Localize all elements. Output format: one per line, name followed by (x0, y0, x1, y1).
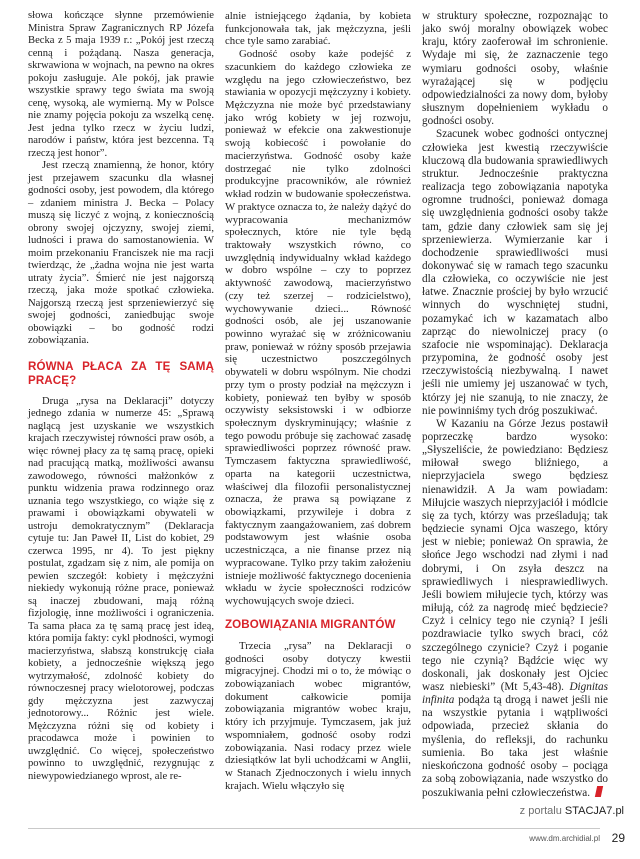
paragraph: Szacunek wobec godności ontycznej człowieka jest kwestią rzeczywiście kluczową dla budowania sprawiedliwych struktur. Jednocześnie praktyczna realizacja tego zobowiązania napotyka ogromne trudności, ponieważ domaga się uwzględnienia godności osoby także tam, gdzie dany człowiek sam się jej sprzeniewierza. Wymierzanie kar i dochodzenie sprawiedliwości musi dokonywać się w ramach tego szacunku dla człowieka, co oczywiście nie jest łatwe. Znacznie prościej by było wrzucić winnych do wyschniętej studni, pozamykać ich w kazamatach albo zaprząc do niewolniczej pracy (o szafocie nie wspominając). Deklaracja przypomina, że godność osoby jest rzeczywistością niezbywalną. I nawet jeśli nie umiemy jej uszanować w tych, którzy jej nie szanują, to nie znaczy, że nie powinniśmy tych dróg poszukiwać. (422, 128, 608, 417)
paragraph-text: W Kazaniu na Górze Jezus postawił poprzeczkę bardzo wysoko: „Słyszeliście, że powiedziano: Będziesz miłował swego bliźniego, a nieprzyjaciela swego będziesz nienawidził. A Ja wam powiadam: Miłujcie waszych nieprzyjaciół i módlcie się za tych, którzy was prześladują; tak będziecie synami Ojca waszego, który jest w niebie; ponieważ On sprawia, że słońce Jego wschodzi nad złymi i nad dobrymi, i On zsyła deszcz na sprawiedliwych i niesprawiedliwych. Jeśli bowiem miłujecie tych, którzy was miłują, cóż za nagrodę mieć będziecie? Czyż i celnicy tego nie czynią? I jeśli pozdrawiacie tylko swych braci, cóż szczególnego czynicie? Czyż i poganie tego nie czynią? Bądźcie więc wy doskonali, jak doskonały jest Ojciec wasz niebieski” (Mt 5,43-48). (422, 417, 608, 693)
section-heading-migrants: ZOBOWIĄZANIA MIGRANTÓW (225, 617, 396, 631)
paragraph: słowa kończące słynne przemówienie Ministra Spraw Zagranicznych RP Józefa Becka z 5 maja 1939 r.: „Pokój jest rzeczą cenną i pożądaną. Nasza generacja, skrwawiona w wojnach, na pewno na okres pokoju zasługuje. Ale pokój, jak prawie wszystkie sprawy tego świata ma swoją cenę, wysoką, ale wymierną. My w Polsce nie znamy pojęcia pokoju za wszelką cenę. Jest jedna tylko rzecz w życiu ludzi, narodów i państw, która jest bezcenna. Tą rzeczą jest honor”. (28, 10, 214, 159)
section-heading-equal-pay: RÓWNA PŁACA ZA TĘ SAMĄ PRACĘ? (28, 359, 214, 387)
paragraph-final (422, 418, 608, 801)
paragraph: Druga „rysa na Deklaracji” dotyczy jednego zdania w numerze 45: „Sprawą naglącą jest uzyskanie we wszystkich krajach rzeczywistej równości praw osób, a więc równej płacy za tę samą pracę, opieki nad pracującą matką, możliwości awansu zawodowego, równości małżonków z punktu widzenia prawa rodzinnego oraz uznania tego wszystkiego, co wiąże się z prawami i obowiązkami obywateli w ustroju demokratycznym” (Deklaracja cytuje tu: Jan Paweł II, List do kobiet, 29 czerwca 1995, nr 4). To jest piękny postulat, zgadzam się z nim, ale pomija on pewien szczegół: kobiety i mężczyźni niekiedy wykonują różne prace, ponieważ są inaczej zbudowani, mają różną fizjologię, inne możliwości i ograniczenia. Ta sama płaca za tę samą pracę jest ideą, która pomija fakty: cykl płodności, wymogi macierzyństwa, słabszą konstrukcję ciała kobiety, a jednocześnie większą jego wytrzymałość, zdolność kobiety do równoczesnej pracy wielotorowej, podczas gdy mężczyzna jest zazwyczaj jednotorowy... Różnic jest wiele. Mężczyzna różni się od kobiety i pracodawca może i powinien to uwzględnić. Co więcej, społeczeństwo powinno to uwzględnić, rezygnując z niewypowiedzianego wprost, ale re- (28, 395, 214, 782)
article-column-2 (225, 10, 411, 792)
article-column-1 (28, 10, 214, 783)
paragraph: Jest rzeczą znamienną, że honor, który jest przejawem szacunku dla własnej godności osoby, jest powodem, dla którego – zdaniem ministra J. Becka – Polacy muszą się liczyć z wojną, z koniecznością obrony swojej ojczyzny, swojej ziemi, ludności i prawa do samostanowienia. W moim przekonaniu Franciszek nie ma racji twierdząc, że „żadna wojna nie jest warta utraty życia”. Śmierć nie jest najgorszą rzeczą, jaka może spotkać człowieka. Najgorszą rzeczą jest sprzeniewierzyć się swojej godności, zaniedbując swoje obowiązki – bo godność rodzi zobowiązania. (28, 160, 214, 346)
source-lead: z portalu (519, 805, 565, 817)
document-title-italic: Dignitas infinita (422, 680, 608, 707)
footer-divider (28, 828, 600, 829)
footer-url[interactable]: www.dm.archidial.pl (529, 834, 600, 843)
article-column-3 (422, 10, 608, 800)
paragraph: Trzecia „rysa” na Deklaracji o godności osoby dotyczy kwestii migracyjnej. Chodzi mi o to, że mówiąc o zobowiązaniach wobec migrantów, dokument całkowicie pomija zobowiązania migrantów wobec kraju, który ich przyjmuje. Tymczasem, jak już wspomniałem, godność osoby rodzi zobowiązania. Nasi rodacy przez wiele dziesiątków lat byli uchodźcami w Anglii, w Stanach Zjednoczonych i wielu innych krajach. Wielu włączyło się (225, 639, 411, 792)
paragraph: Godność osoby każe podejść z szacunkiem do każdego człowieka ze względu na jego człowieczeństwo, bez stawiania w opozycji mężczyzny i kobiety. Mężczyzna nie może być przedstawiany jako wróg kobiety w jej rozwoju, ponieważ w efekcie ona zakwestionuje swoją kobiecość i powołanie do macierzyństwa. Godność osoby każe dostrzegać nie tylko zdolności produkcyjne pracowników, ale również wkład rodzin w budowanie społeczeństwa. W praktyce oznacza to, że należy dążyć do wypracowania mechanizmów społecznych, które nie tyle będą traktowały wszystkich równo, co uwzględnią indywidualny wkład każdego w dobro wspólne – czy to poprzez aktywność zawodową, macierzyństwo (czy też szerzej – rodzicielstwo), wychowywanie dzieci... Równość godności osób, ale jej uszanowanie powinno wyrażać się w zróżnicowaniu praw, ponieważ w różny sposób przejawia się uczestnictwo poszczególnych obywateli w dobru wspólnym. Nie chodzi przy tym o prosty podział na mężczyzn i kobiety, ponieważ ten byłby w sposób oczywisty seksistowski i w odbiorze społecznym dyskryminujący; właśnie z tego powodu próbuje się zachować zasadę sprawiedliwości poprzez równość praw. Tymczasem faktyczna sprawiedliwość, oparta na kategorii uczestnictwa, właściwej dla filozofii personalistycznej oznacza, że prawa są powiązane z obowiązkami, przywileje i dobra z faktycznym zaangażowaniem, zaś dobrem podstawowym jest właśnie osoba uczestnicząca, a nie finanse przez nią wypracowane. Tylko przy takim założeniu istnieje możliwość faktycznego docenienia wkładu w życie społeczności rodziców wychowujących swoje dzieci. (225, 48, 411, 608)
paragraph: w struktury społeczne, rozpoznając to jako swój moralny obowiązek wobec kraju, który zaoferował im schronienie. Wydaje mi się, że zaznaczenie tego wymiaru godności osoby, właśnie wyrażającej się w podjęciu odpowiedzialności za nowy dom, byłoby słusznym dopełnieniem wykładu o godności osoby. (422, 10, 608, 128)
page-footer (0, 826, 640, 852)
page-number: 29 (611, 831, 625, 845)
paragraph: alnie istniejącego żądania, by kobieta funkcjonowała tak, jak mężczyzna, jeśli chce tyle samo zarabiać. (225, 10, 411, 48)
paragraph-text: podąża tą drogą i nawet jeśli nie na wszystkie pytania i wątpliwości odpowiada, przecież skłania do myślenia, do refleksji, do rachunku sumienia. Bo taka jest właśnie nieskończona godność osoby – pociąga za sobą zobowiązania, nade wszystko do poszukiwania pełni człowieczeństwa. (422, 694, 608, 800)
end-of-article-mark (595, 786, 603, 797)
source-credit (520, 805, 624, 817)
source-site: STACJA7.pl (564, 805, 624, 817)
